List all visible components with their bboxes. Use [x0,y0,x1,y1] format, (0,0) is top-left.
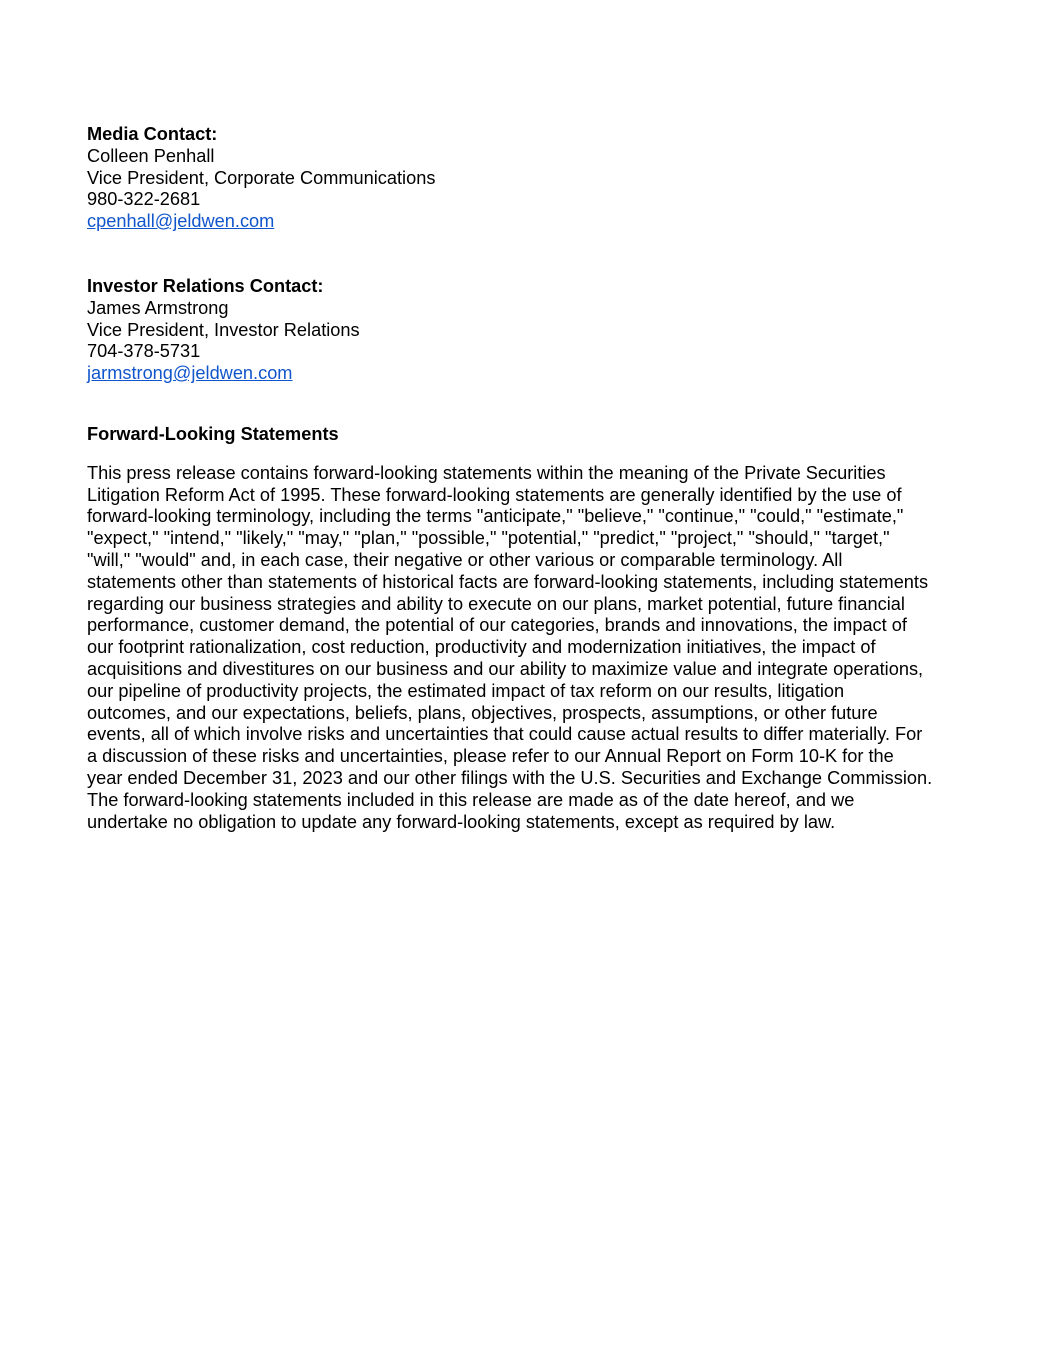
paragraph-line: Litigation Reform Act of 1995. These forward-looking statements are generally identified by the use of [87,484,902,505]
media-contact-heading: Media Contact: [87,124,218,144]
paragraph-line: "will," "would" and, in each case, their negative or other various or comparable terminology. All [87,549,843,570]
media-contact-name: Colleen Penhall [87,145,215,166]
media-contact-block [87,124,987,233]
paragraph-line: our footprint rationalization, cost reduction, productivity and modernization initiatives, the impact of [87,637,876,658]
paragraph-line: our pipeline of productivity projects, the estimated impact of tax reform on our results, litigation [87,680,845,701]
forward-looking-heading: Forward-Looking Statements [87,423,339,444]
media-contact-phone: 980-322-2681 [87,189,201,210]
investor-contact-email-link[interactable]: jarmstrong@jeldwen.com [87,363,293,384]
paragraph-line: The forward-looking statements included in this release are made as of the date hereof, and we [87,789,855,810]
paragraph-line: events, all of which involve risks and uncertainties that could cause actual results to differ materially. For [87,724,923,745]
paragraph-line: statements other than statements of historical facts are forward-looking statements, including statements [87,571,929,592]
investor-contact-phone: 704-378-5731 [87,341,201,362]
investor-contact-block [87,276,987,385]
forward-looking-paragraph [87,463,982,834]
investor-contact-heading: Investor Relations Contact: [87,275,324,296]
paragraph-line: acquisitions and divestitures on our business and our ability to maximize value and integrate operations, [87,658,924,679]
investor-contact-title: Vice President, Investor Relations [87,319,360,340]
media-contact-title: Vice President, Corporate Communications [87,167,436,188]
paragraph-line: regarding our business strategies and ability to execute on our plans, market potential, future financial [87,593,905,614]
document-page [87,124,987,833]
paragraph-line: a discussion of these risks and uncertainties, please refer to our Annual Report on Form 10-K for the [87,746,894,767]
paragraph-line: undertake no obligation to update any forward-looking statements, except as required by law. [87,811,836,832]
paragraph-line: year ended December 31, 2023 and our other filings with the U.S. Securities and Exchange Commission. [87,767,933,788]
paragraph-line: This press release contains forward-looking statements within the meaning of the Private Securities [87,462,886,483]
media-contact-email-link[interactable]: cpenhall@jeldwen.com [87,211,275,232]
paragraph-line: performance, customer demand, the potential of our categories, brands and innovations, the impact of [87,615,907,636]
paragraph-line: outcomes, and our expectations, beliefs, plans, objectives, prospects, assumptions, or other future [87,702,878,723]
paragraph-line: forward-looking terminology, including the terms "anticipate," "believe," "continue," "could," "estimate," [87,506,904,527]
paragraph-line: "expect," "intend," "likely," "may," "plan," "possible," "potential," "predict," "project," "should," "target," [87,528,890,549]
investor-contact-name: James Armstrong [87,297,229,318]
